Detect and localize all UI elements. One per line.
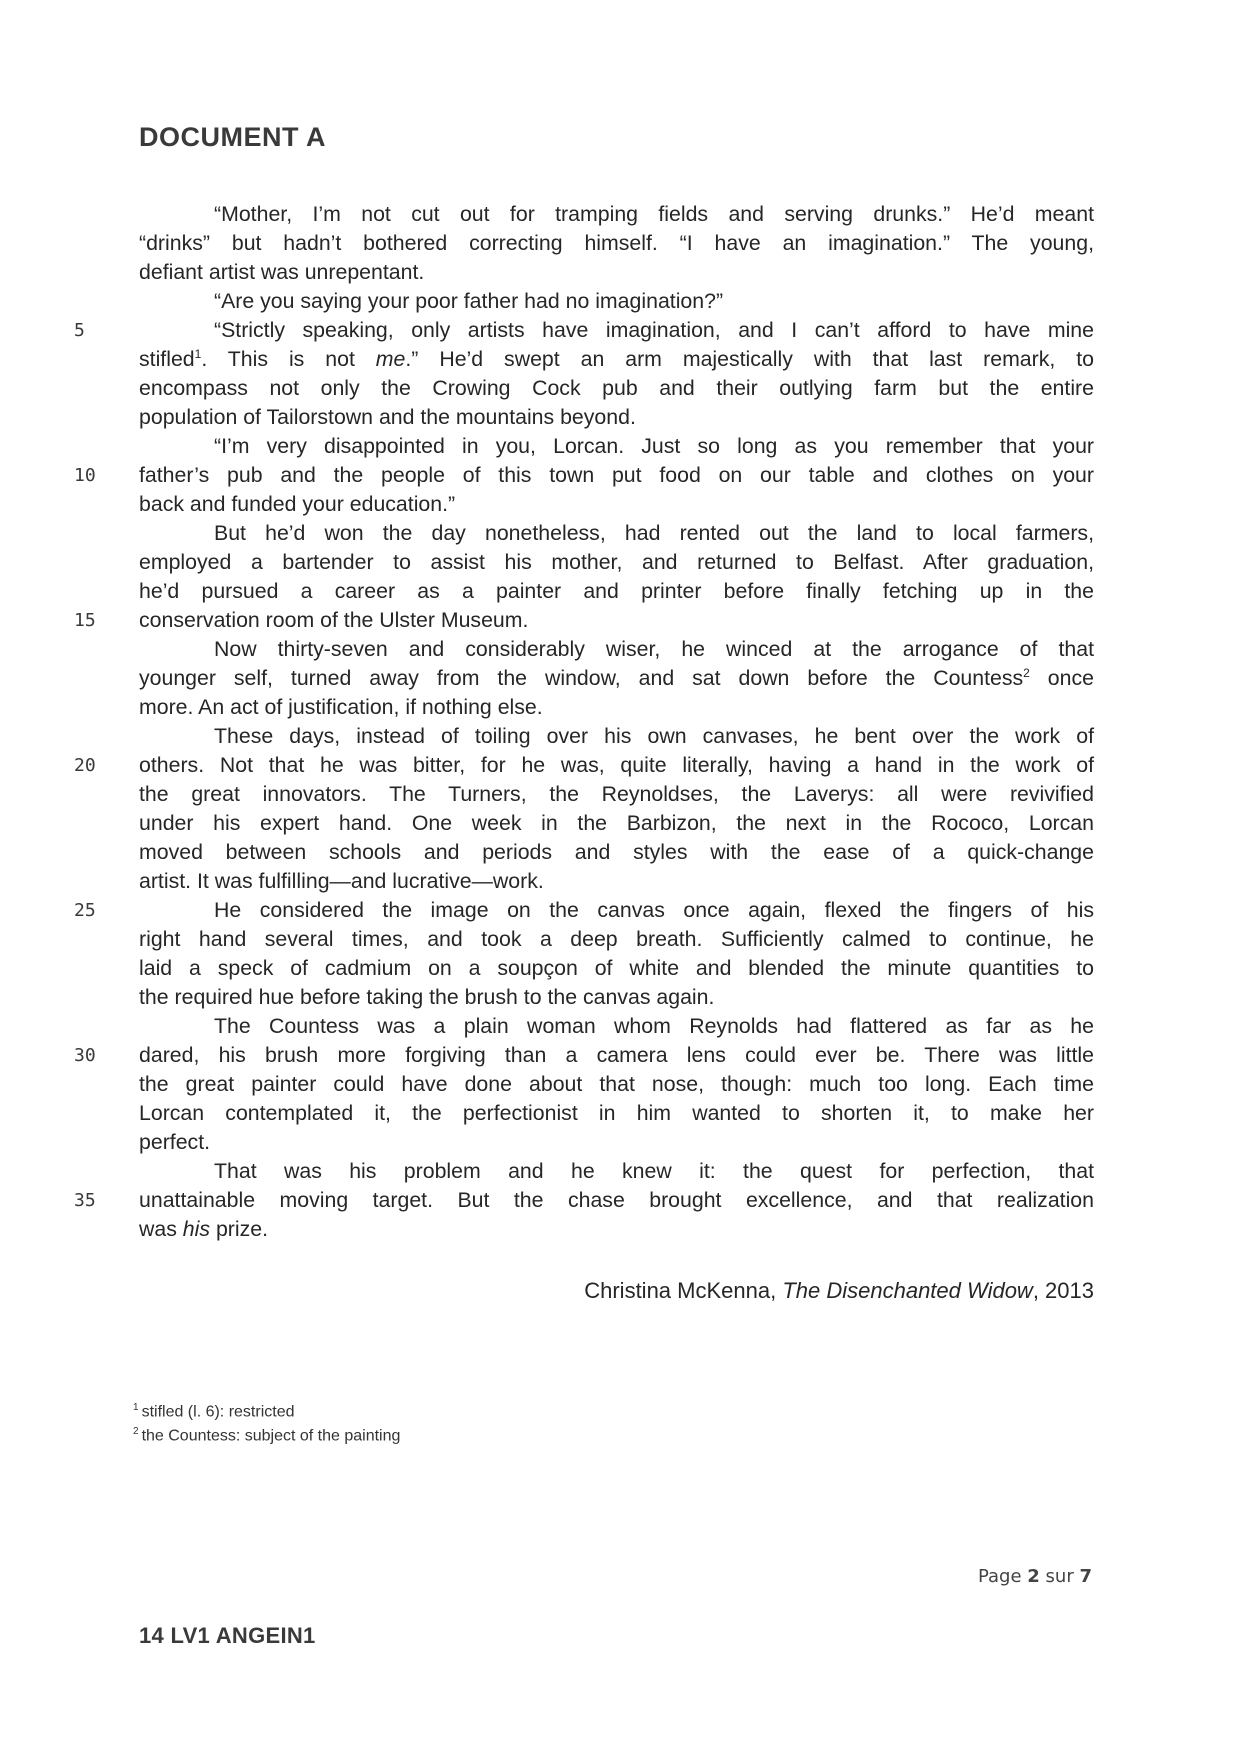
line-number: 15 (74, 610, 96, 631)
text-line: “Mother, I’m not cut out for tramping fields and serving drunks.” He’d meant (214, 202, 1094, 226)
document-heading: DOCUMENT A (139, 122, 326, 152)
footnote-text: stifled (l. 6): restricted (141, 1403, 295, 1421)
text-line: stifled$^1$. This is not me.” He’d swept an arm majestically with that last remark, to (139, 346, 1094, 371)
text-line: population of Tailorstown and the mountains beyond. (139, 405, 636, 429)
citation-title: The Disenchanted Widow (782, 1278, 1033, 1303)
text-line: employed a bartender to assist his mother, and returned to Belfast. After graduation, (139, 550, 1094, 574)
text-line: defiant artist was unrepentant. (139, 260, 425, 284)
citation-year: , 2013 (1032, 1278, 1094, 1303)
footnote-mark: 1 (133, 1402, 139, 1413)
exam-code: 14 LV1 ANGEIN1 (139, 1623, 316, 1648)
line-number: 5 (74, 320, 85, 341)
text-line: perfect. (139, 1130, 211, 1154)
text-line: He considered the image on the canvas once again, flexed the fingers of his (214, 898, 1094, 922)
footnote-1 (133, 1398, 295, 1422)
text-line: the required hue before taking the brush to the canvas again. (139, 985, 715, 1009)
text-line: These days, instead of toiling over his own canvases, he bent over the work of (214, 724, 1094, 748)
text-line: unattainable moving target. But the chase brought excellence, and that realization (139, 1188, 1094, 1212)
text-line: encompass not only the Crowing Cock pub and their outlying farm but the entire (139, 376, 1094, 400)
text-line: back and funded your education.” (139, 492, 456, 516)
page-total: 7 (1079, 1566, 1092, 1587)
text-line: right hand several times, and took a deep breath. Sufficiently calmed to continue, he (139, 927, 1094, 951)
text-line: he’d pursued a career as a painter and printer before finally fetching up in the (139, 579, 1094, 603)
text-line: That was his problem and he knew it: the quest for perfection, that (214, 1159, 1094, 1183)
text-line: dared, his brush more forgiving than a camera lens could ever be. There was little (139, 1043, 1094, 1067)
page-number: Page 2 sur 7 (977, 1566, 1092, 1587)
line-number: 10 (74, 465, 96, 486)
text-line: artist. It was fulfilling—and lucrative—work. (139, 869, 544, 893)
text-line: conservation room of the Ulster Museum. (139, 608, 529, 632)
line-number: 20 (74, 755, 96, 776)
text-line: “I’m very disappointed in you, Lorcan. Just so long as you remember that your (214, 434, 1094, 458)
citation-author: Christina McKenna, (584, 1278, 783, 1303)
text-line: “Strictly speaking, only artists have imagination, and I can’t afford to have mine (214, 318, 1094, 342)
text-line: others. Not that he was bitter, for he was, quite literally, having a hand in the work of (139, 753, 1094, 777)
text-line: the great painter could have done about that nose, though: much too long. Each time (139, 1072, 1094, 1096)
text-line: Lorcan contemplated it, the perfectionist in him wanted to shorten it, to make her (139, 1101, 1094, 1125)
citation (584, 1276, 1094, 1305)
text-line: the great innovators. The Turners, the Reynoldses, the Laverys: all were revivified (139, 782, 1094, 806)
footnote-mark: 2 (133, 1426, 139, 1437)
text-line: Now thirty-seven and considerably wiser, he winced at the arrogance of that (214, 637, 1094, 661)
line-number: 25 (74, 900, 96, 921)
text-line: moved between schools and periods and styles with the ease of a quick-change (139, 840, 1094, 864)
text-line: laid a speck of cadmium on a soupçon of white and blended the minute quantities to (139, 956, 1094, 980)
text-line: more. An act of justification, if nothing else. (139, 695, 543, 719)
text-line: was his prize. (139, 1217, 269, 1241)
text-line: “drinks” but hadn’t bothered correcting himself. “I have an imagination.” The young, (139, 231, 1094, 255)
text-line: The Countess was a plain woman whom Reynolds had flattered as far as he (214, 1014, 1094, 1038)
text-line: father’s pub and the people of this town put food on our table and clothes on your (139, 463, 1094, 487)
line-number: 30 (74, 1045, 96, 1066)
text-line: under his expert hand. One week in the Barbizon, the next in the Rococo, Lorcan (139, 811, 1094, 835)
text-line: “Are you saying your poor father had no imagination?” (214, 289, 724, 313)
page-current: 2 (1027, 1566, 1040, 1587)
footnote-text: the Countess: subject of the painting (141, 1427, 401, 1445)
text-line: younger self, turned away from the window, and sat down before the Countess$^2$ once (139, 665, 1094, 690)
footnote-2 (133, 1422, 400, 1446)
text-line: But he’d won the day nonetheless, had rented out the land to local farmers, (214, 521, 1094, 545)
line-number: 35 (74, 1190, 96, 1211)
